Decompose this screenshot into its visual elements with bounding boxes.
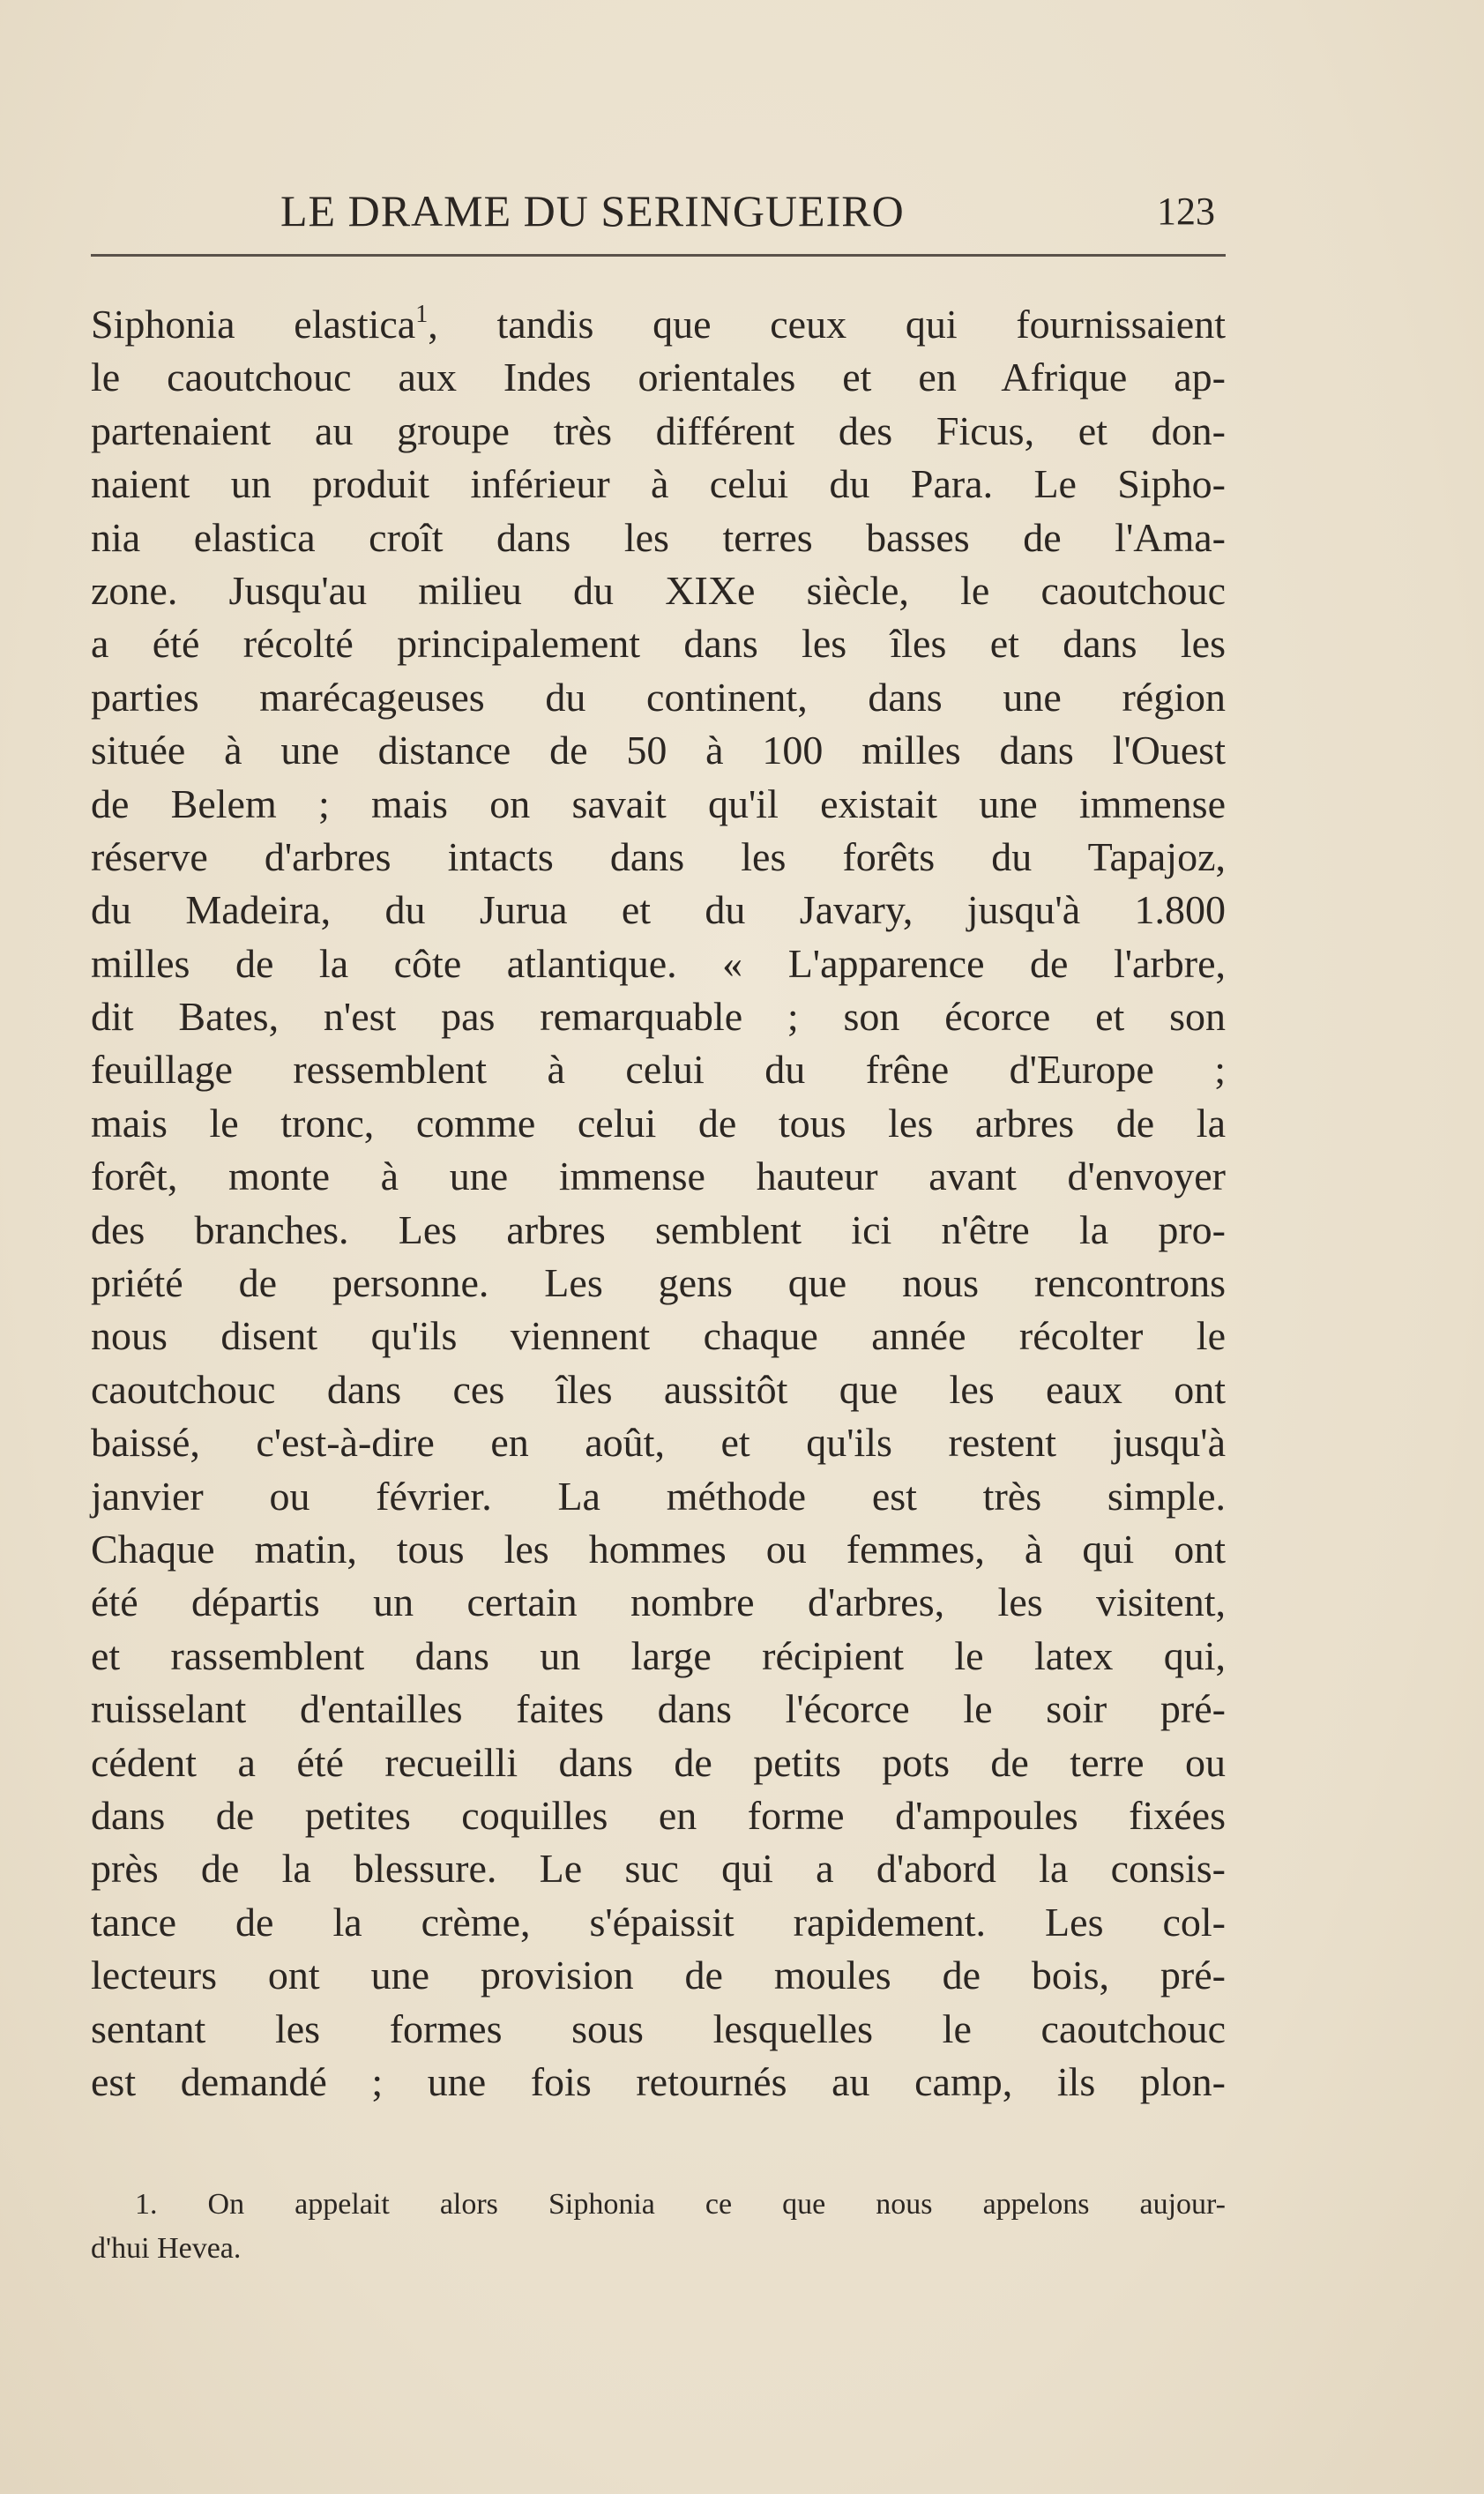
text-line-28: cédent a été recueilli dans de petits pots de terre ou (91, 1739, 1226, 1785)
text-line-23: janvier ou février. La méthode est très simple. (91, 1473, 1226, 1519)
line-rest: , tandis que ceux qui fournissaient (428, 302, 1226, 347)
text-line-17: forêt, monte à une immense hauteur avant d'envoyer (91, 1154, 1226, 1199)
text-line-2: le caoutchouc aux Indes orientales et en Afrique ap- (91, 355, 1226, 400)
text-line-3: partenaient au groupe très différent des Ficus, et don- (91, 407, 1226, 453)
text-line-29: dans de petites coquilles en forme d'ampoules fixées (91, 1792, 1226, 1838)
text-line-31: tance de la crème, s'épaissit rapidement. Les col- (91, 1899, 1226, 1945)
text-line-30: près de la blessure. Le suc qui a d'abord la consis- (91, 1846, 1226, 1892)
text-line-11: réserve d'arbres intacts dans les forêts du Tapajoz, (91, 833, 1226, 879)
text-line-33: sentant les formes sous lesquelles le caoutchouc (91, 2005, 1226, 2051)
text-line-15: feuillage ressemblent à celui du frêne d'Europe ; (91, 1047, 1226, 1093)
text-line-24: Chaque matin, tous les hommes ou femmes, à qui ont (91, 1526, 1226, 1572)
text-line-13: milles de la côte atlantique. « L'apparence de l'arbre, (91, 940, 1226, 986)
text-line-9: située à une distance de 50 à 100 milles dans l'Ouest (91, 728, 1226, 773)
text-line-19: priété de personne. Les gens que nous rencontrons (91, 1260, 1226, 1306)
text-line-4: naient un produit inférieur à celui du Para. Le Sipho- (91, 461, 1226, 507)
text-line-27: ruisselant d'entailles faites dans l'écorce le soir pré- (91, 1686, 1226, 1732)
text-line-22: baissé, c'est-à-dire en août, et qu'ils restent jusqu'à (91, 1420, 1226, 1466)
footnote-line-2: d'hui Hevea. (91, 2232, 242, 2265)
text-line-10: de Belem ; mais on savait qu'il existait une immense (91, 780, 1226, 826)
text-line-5: nia elastica croît dans les terres basses de l'Ama- (91, 514, 1226, 560)
line-start: Siphonia elastica (91, 302, 416, 347)
text-line-21: caoutchouc dans ces îles aussitôt que les eaux ont (91, 1366, 1226, 1412)
running-title: LE DRAME DU SERINGUEIRO (280, 186, 905, 235)
text-line-7: a été récolté principalement dans les îles et dans les (91, 621, 1226, 667)
body-text (91, 298, 1226, 2109)
text-line-14: dit Bates, n'est pas remarquable ; son écorce et son (91, 994, 1226, 1040)
header-rule (91, 254, 1226, 257)
text-line-25: été départis un certain nombre d'arbres, les visitent, (91, 1579, 1226, 1625)
text-line-20: nous disent qu'ils viennent chaque année récolter le (91, 1313, 1226, 1359)
page-header (91, 185, 1226, 238)
page-number: 123 (1157, 190, 1215, 233)
text-line-1 (91, 298, 1226, 351)
text-line-26: et rassemblent dans un large récipient le latex qui, (91, 1632, 1226, 1678)
footnote-marker[interactable]: 1 (415, 301, 429, 328)
footnote (91, 2183, 1226, 2271)
footnote-line-1: 1. On appelait alors Siphonia ce que nous appelons aujour- (135, 2188, 1226, 2221)
text-line-32: lecteurs ont une provision de moules de bois, pré- (91, 1953, 1226, 1998)
text-line-18: des branches. Les arbres semblent ici n'être la pro- (91, 1206, 1226, 1252)
text-line-8: parties marécageuses du continent, dans une région (91, 674, 1226, 720)
text-line-6: zone. Jusqu'au milieu du XIXe siècle, le caoutchouc (91, 567, 1226, 613)
text-line-34: est demandé ; une fois retournés au camp, ils plon- (91, 2058, 1226, 2104)
text-line-12: du Madeira, du Jurua et du Javary, jusqu'à 1.800 (91, 887, 1226, 933)
text-line-16: mais le tronc, comme celui de tous les arbres de la (91, 1100, 1226, 1146)
